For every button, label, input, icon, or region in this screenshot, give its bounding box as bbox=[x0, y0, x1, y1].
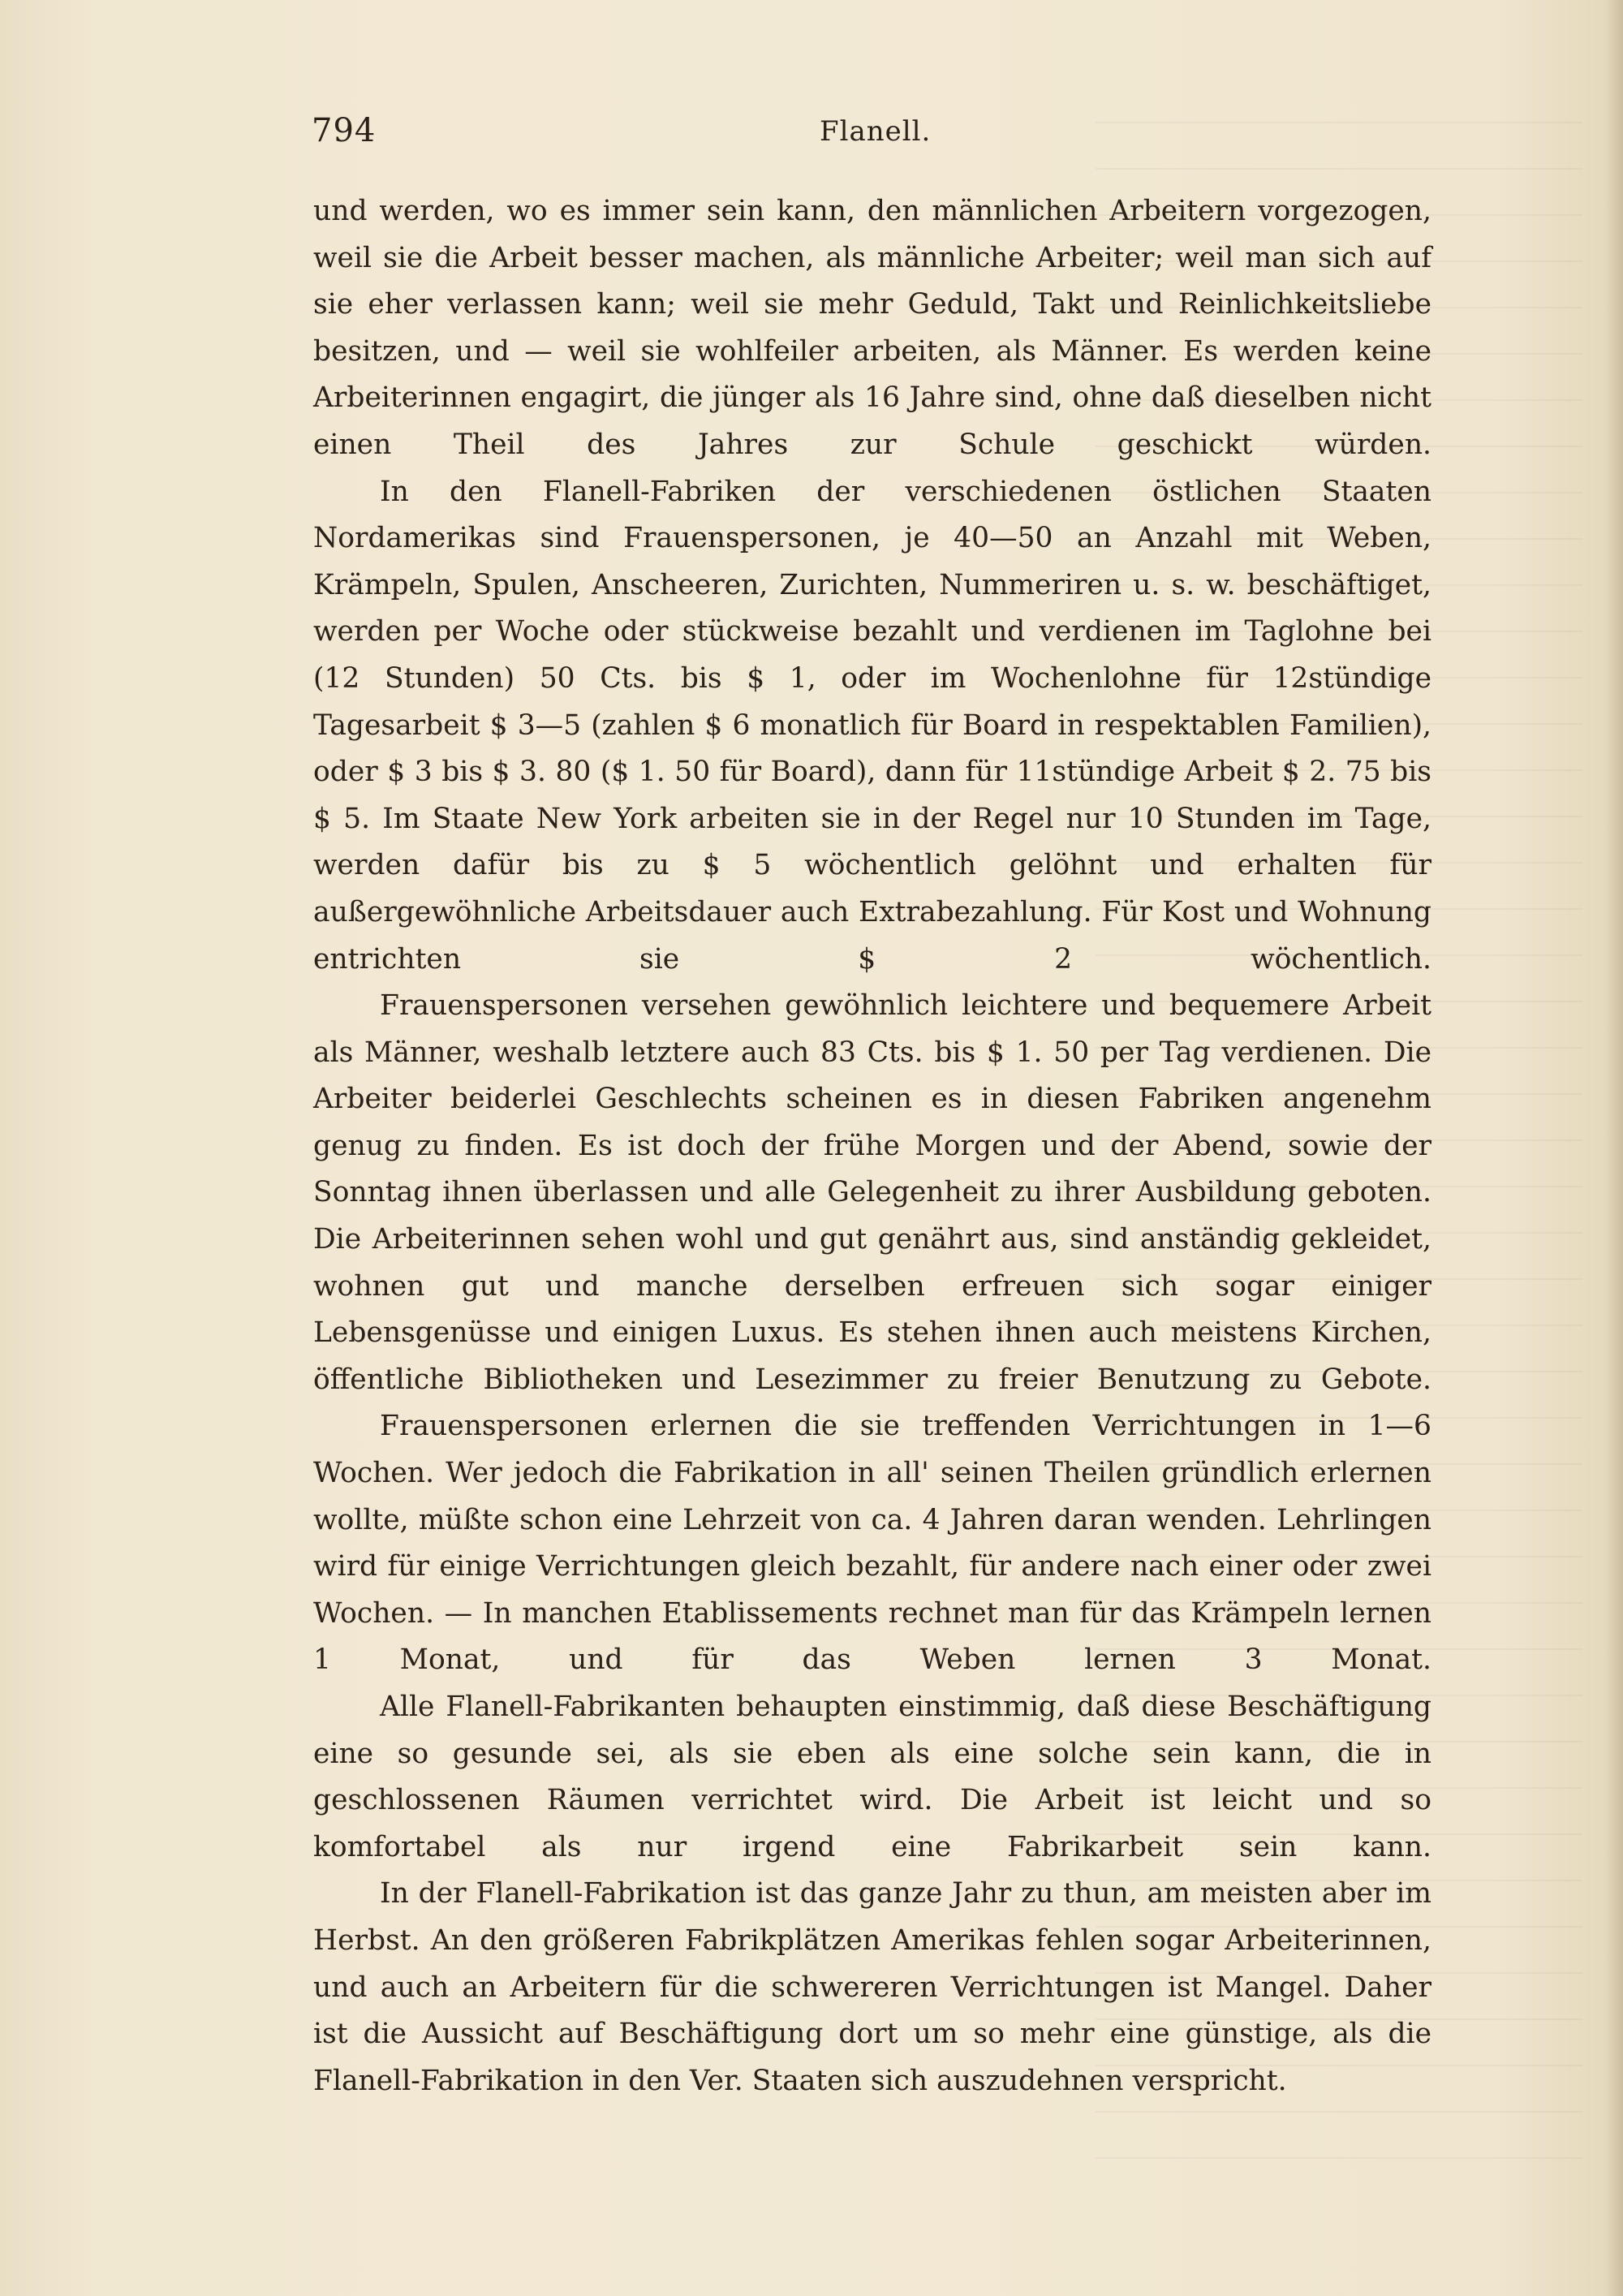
page-edge-shadow bbox=[1605, 0, 1623, 2296]
paragraph-wages: In den Flanell-Fabriken der verschiedenen östlichen Staaten Nordamerikas sind Frauenspersonen, je 40—50 an Anzahl mit Weben, Krämpeln, Spulen, Anscheeren, Zurichten, Nummeriren u. s. w. beschäftiget, werden per Woche oder stückweise bezahlt und verdienen im Taglohne bei (12 Stunden) 50 Cts. bis $ 1, oder im Wochenlohne für 12stündige Tagesarbeit $ 3—5 (zahlen $ 6 monatlich für Board in respektablen Familien), oder $ 3 bis $ 3. 80 ($ 1. 50 für Board), dann für 11stündige Arbeit $ 2. 75 bis $ 5. Im Staate New York arbeiten sie in der Regel nur 10 Stunden im Tage, werden dafür bis zu $ 5 wöchentlich gelöhnt und erhalten für außergewöhnliche Arbeitsdauer auch Extrabezahlung. Für Kost und Wohnung entrichten sie $ 2 wöchentlich. bbox=[313, 475, 1431, 976]
running-title: Flanell. bbox=[820, 115, 932, 148]
paragraph-health: Alle Flanell-Fabrikanten behaupten einstimmig, daß diese Beschäftigung eine so gesunde sei, als sie eben als eine solche sein kann, die in geschlossenen Räumen verrichtet wird. Die Arbeit ist leicht und so komfortabel als nur irgend eine Fabrikarbeit sein kann. bbox=[313, 1691, 1431, 1863]
body-text bbox=[313, 188, 1431, 2104]
page-header bbox=[312, 112, 1431, 161]
paragraph-continuation: und werden, wo es immer sein kann, den männlichen Arbeitern vorgezogen, weil sie die Arbeit besser machen, als männliche Arbeiter; weil man sich auf sie eher verlassen kann; weil sie mehr Geduld, Takt und Reinlichkeitsliebe besitzen, und — weil sie wohlfeiler arbeiten, als Männer. Es werden keine Arbeiterinnen engagirt, die jünger als 16 Jahre sind, ohne daß dieselben nicht einen Theil des Jahres zur Schule geschickt würden. bbox=[313, 195, 1431, 461]
page-number: 794 bbox=[312, 112, 377, 149]
paragraph-working-conditions: Frauenspersonen versehen gewöhnlich leichtere und bequemere Arbeit als Männer, weshalb letztere auch 83 Cts. bis $ 1. 50 per Tag verdienen. Die Arbeiter beiderlei Geschlechts scheinen es in diesen Fabriken angenehm genug zu finden. Es ist doch der frühe Morgen und der Abend, sowie der Sonntag ihnen überlassen und alle Gelegenheit zu ihrer Ausbildung geboten. Die Arbeiterinnen sehen wohl und gut genährt aus, sind anständig gekleidet, wohnen gut und manche derselben erfreuen sich sogar einiger Lebensgenüsse und einigen Luxus. Es stehen ihnen auch meistens Kirchen, öffentliche Bibliotheken und Lesezimmer zu freier Benutzung zu Gebote. bbox=[313, 989, 1431, 1396]
paragraph-training: Frauenspersonen erlernen die sie treffenden Verrichtungen in 1—6 Wochen. Wer jedoch die Fabrikation in all' seinen Theilen gründlich erlernen wollte, müßte schon eine Lehrzeit von ca. 4 Jahren daran wenden. Lehrlingen wird für einige Verrichtungen gleich bezahlt, für andere nach einer oder zwei Wochen. — In manchen Etablissements rechnet man für das Krämpeln lernen 1 Monat, und für das Weben lernen 3 Monat. bbox=[313, 1410, 1431, 1677]
paragraph-seasonality: In der Flanell-Fabrikation ist das ganze Jahr zu thun, am meisten aber im Herbst. An den größeren Fabrikplätzen Amerikas fehlen sogar Arbeiterinnen, und auch an Arbeitern für die schwereren Verrichtungen ist Mangel. Daher ist die Aussicht auf Beschäftigung dort um so mehr eine günstige, als die Flanell-Fabrikation in den Ver. Staaten sich auszudehnen verspricht. bbox=[313, 1877, 1431, 2097]
